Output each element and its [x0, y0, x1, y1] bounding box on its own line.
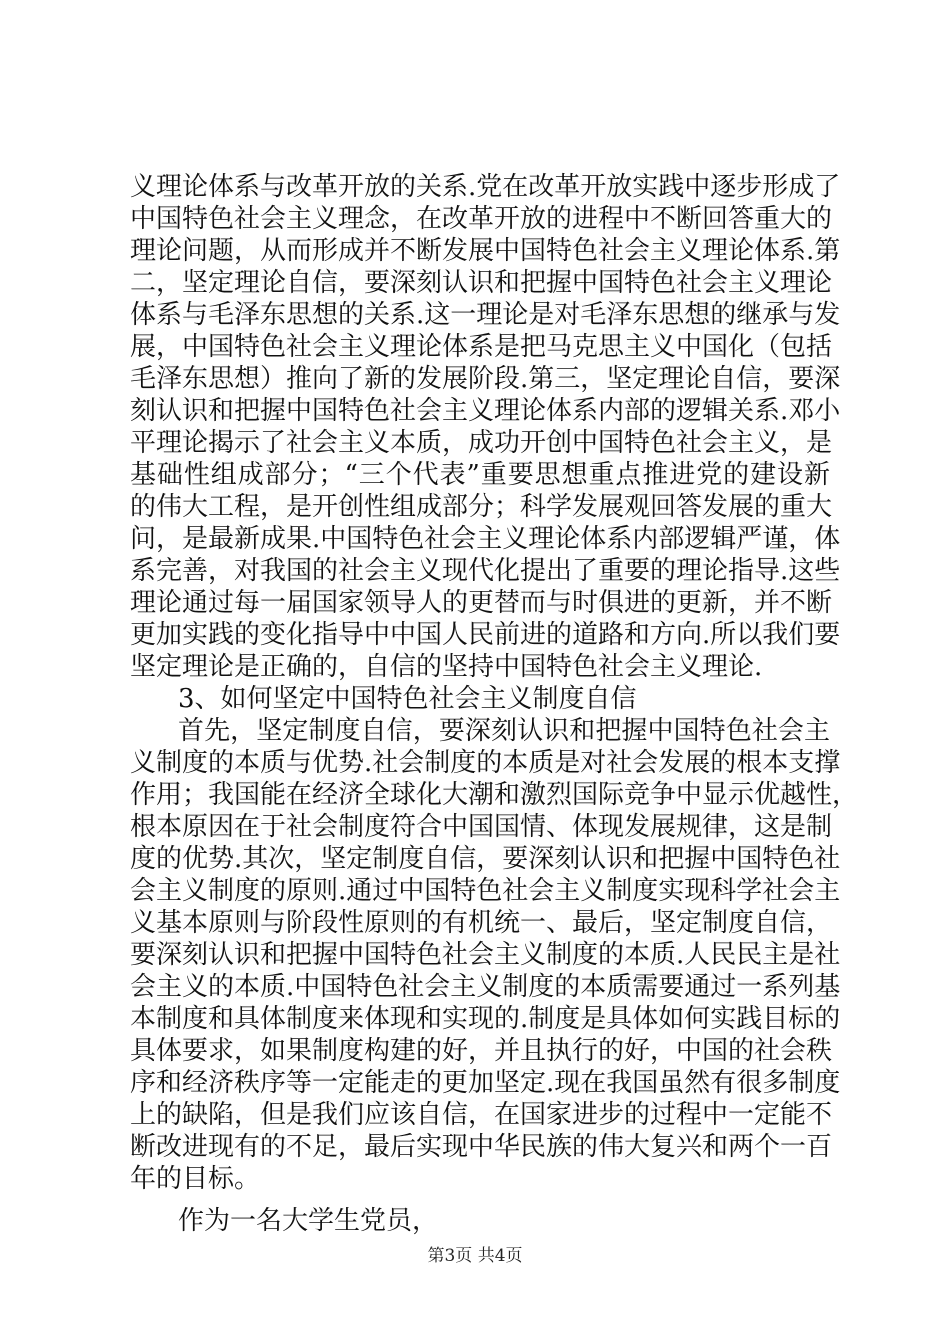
paragraph-first-line: 作为一名大学生党员， — [178, 1206, 439, 1236]
text-line: 更加实践的变化指导中中国人民前进的道路和方向.所以我们要 — [130, 620, 841, 650]
text-line: 二，坚定理论自信，要深刻认识和把握中国特色社会主义理论 — [130, 268, 833, 298]
text-line: 系完善，对我国的社会主义现代化提出了重要的理论指导.这些 — [130, 556, 841, 586]
text-line: 断改进现有的不足，最后实现中华民族的伟大复兴和两个一百 — [130, 1132, 833, 1162]
text-line: 会主义的本质.中国特色社会主义制度的本质需要通过一系列基 — [130, 972, 841, 1002]
text-line: 会主义制度的原则.通过中国特色社会主义制度实现科学社会主 — [130, 876, 841, 906]
paragraph-first-line: 首先，坚定制度自信，要深刻认识和把握中国特色社会主 — [178, 716, 830, 746]
text-line: 刻认识和把握中国特色社会主义理论体系内部的逻辑关系.邓小 — [130, 396, 841, 426]
text-line: 年的目标。 — [130, 1164, 261, 1194]
text-line: 坚定理论是正确的，自信的坚持中国特色社会主义理论. — [130, 652, 763, 682]
text-line: 理论通过每一届国家领导人的更替而与时俱进的更新，并不断 — [130, 588, 833, 618]
text-line: 本制度和具体制度来体现和实现的.制度是具体如何实践目标的 — [130, 1004, 841, 1034]
text-line: 义制度的本质与优势.社会制度的本质是对社会发展的根本支撑 — [130, 748, 841, 778]
text-line: 上的缺陷，但是我们应该自信，在国家进步的过程中一定能不 — [130, 1100, 833, 1130]
text-line: 序和经济秩序等一定能走的更加坚定.现在我国虽然有很多制度 — [130, 1068, 841, 1098]
text-line: 要深刻认识和把握中国特色社会主义制度的本质.人民民主是社 — [130, 940, 841, 970]
page-number-footer: 第3页 共4页 — [427, 1246, 523, 1266]
text-line: 根本原因在于社会制度符合中国国情、体现发展规律，这是制 — [130, 812, 833, 842]
text-line: 体系与毛泽东思想的关系.这一理论是对毛泽东思想的继承与发 — [130, 300, 841, 330]
section-heading: 3、如何坚定中国特色社会主义制度自信 — [178, 684, 637, 714]
text-line: 毛泽东思想）推向了新的发展阶段.第三，坚定理论自信，要深 — [130, 364, 841, 394]
text-line: 理论问题，从而形成并不断发展中国特色社会主义理论体系.第 — [130, 236, 841, 266]
text-line: 中国特色社会主义理念，在改革开放的进程中不断回答重大的 — [130, 204, 833, 234]
text-line: 义基本原则与阶段性原则的有机统一、最后，坚定制度自信， — [130, 908, 833, 938]
text-line: 平理论揭示了社会主义本质，成功开创中国特色社会主义，是 — [130, 428, 833, 458]
text-line: 义理论体系与改革开放的关系.党在改革开放实践中逐步形成了 — [130, 172, 841, 202]
text-line: 作用；我国能在经济全球化大潮和激烈国际竞争中显示优越性， — [130, 780, 859, 810]
text-line: 展，中国特色社会主义理论体系是把马克思主义中国化（包括 — [130, 332, 833, 362]
text-line: 的伟大工程，是开创性组成部分；科学发展观回答发展的重大 — [130, 492, 833, 522]
text-line: 度的优势.其次，坚定制度自信，要深刻认识和把握中国特色社 — [130, 844, 841, 874]
text-line: 具体要求，如果制度构建的好，并且执行的好，中国的社会秩 — [130, 1036, 833, 1066]
text-line: 基础性组成部分；“三个代表”重要思想重点推进党的建设新 — [130, 460, 830, 490]
text-line: 问，是最新成果.中国特色社会主义理论体系内部逻辑严谨，体 — [130, 524, 841, 554]
